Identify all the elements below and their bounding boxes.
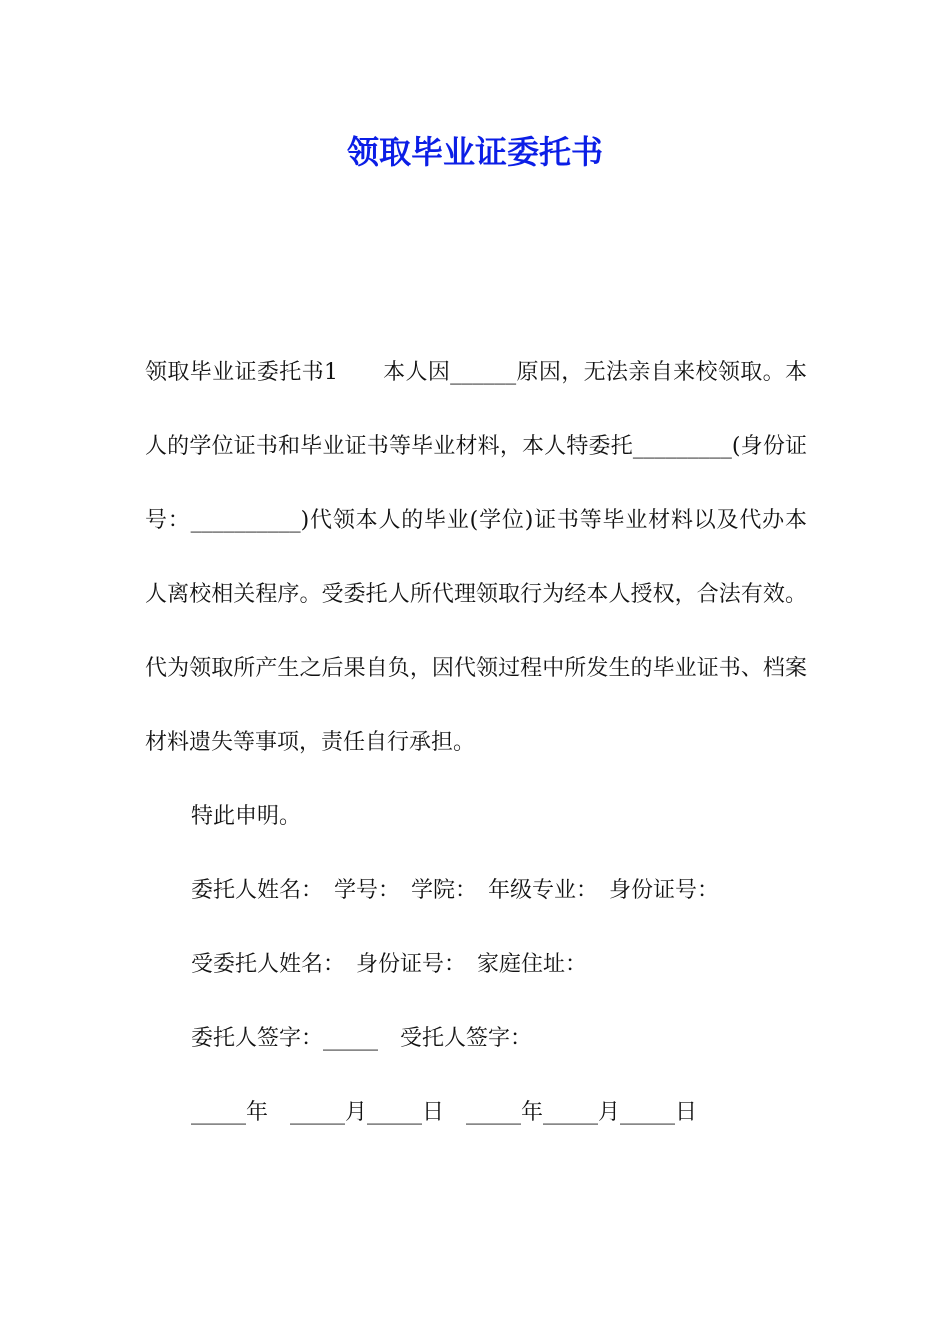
date-line: _____年 _____月_____日 _____年_____月_____日 [191, 1100, 698, 1125]
agent-info-line: 受委托人姓名： 身份证号： 家庭住址： [191, 952, 588, 977]
document-body [145, 336, 807, 1150]
statement-line: 特此申明。 [191, 804, 302, 829]
signature-line: 委托人签字：_____ 受托人签字： [191, 1026, 533, 1051]
body-paragraph: 领取毕业证委托书1 本人因______原因，无法亲自来校领取。本人的学位证书和毕业证书等毕业材料，本人特委托_________(身份证号：__________)代领本人的毕业(学位)证书等毕业材料以及代办本人离校相关程序。受委托人所代理领取行为经本人授权，合法有效。代为领取所产生之后果自负，因代领过程中所发生的毕业证书、档案材料遗失等事项，责任自行承担。 [145, 360, 807, 755]
principal-info-line: 委托人姓名： 学号： 学院： 年级专业： 身份证号： [191, 878, 720, 903]
document-title: 领取毕业证委托书 [346, 133, 603, 171]
